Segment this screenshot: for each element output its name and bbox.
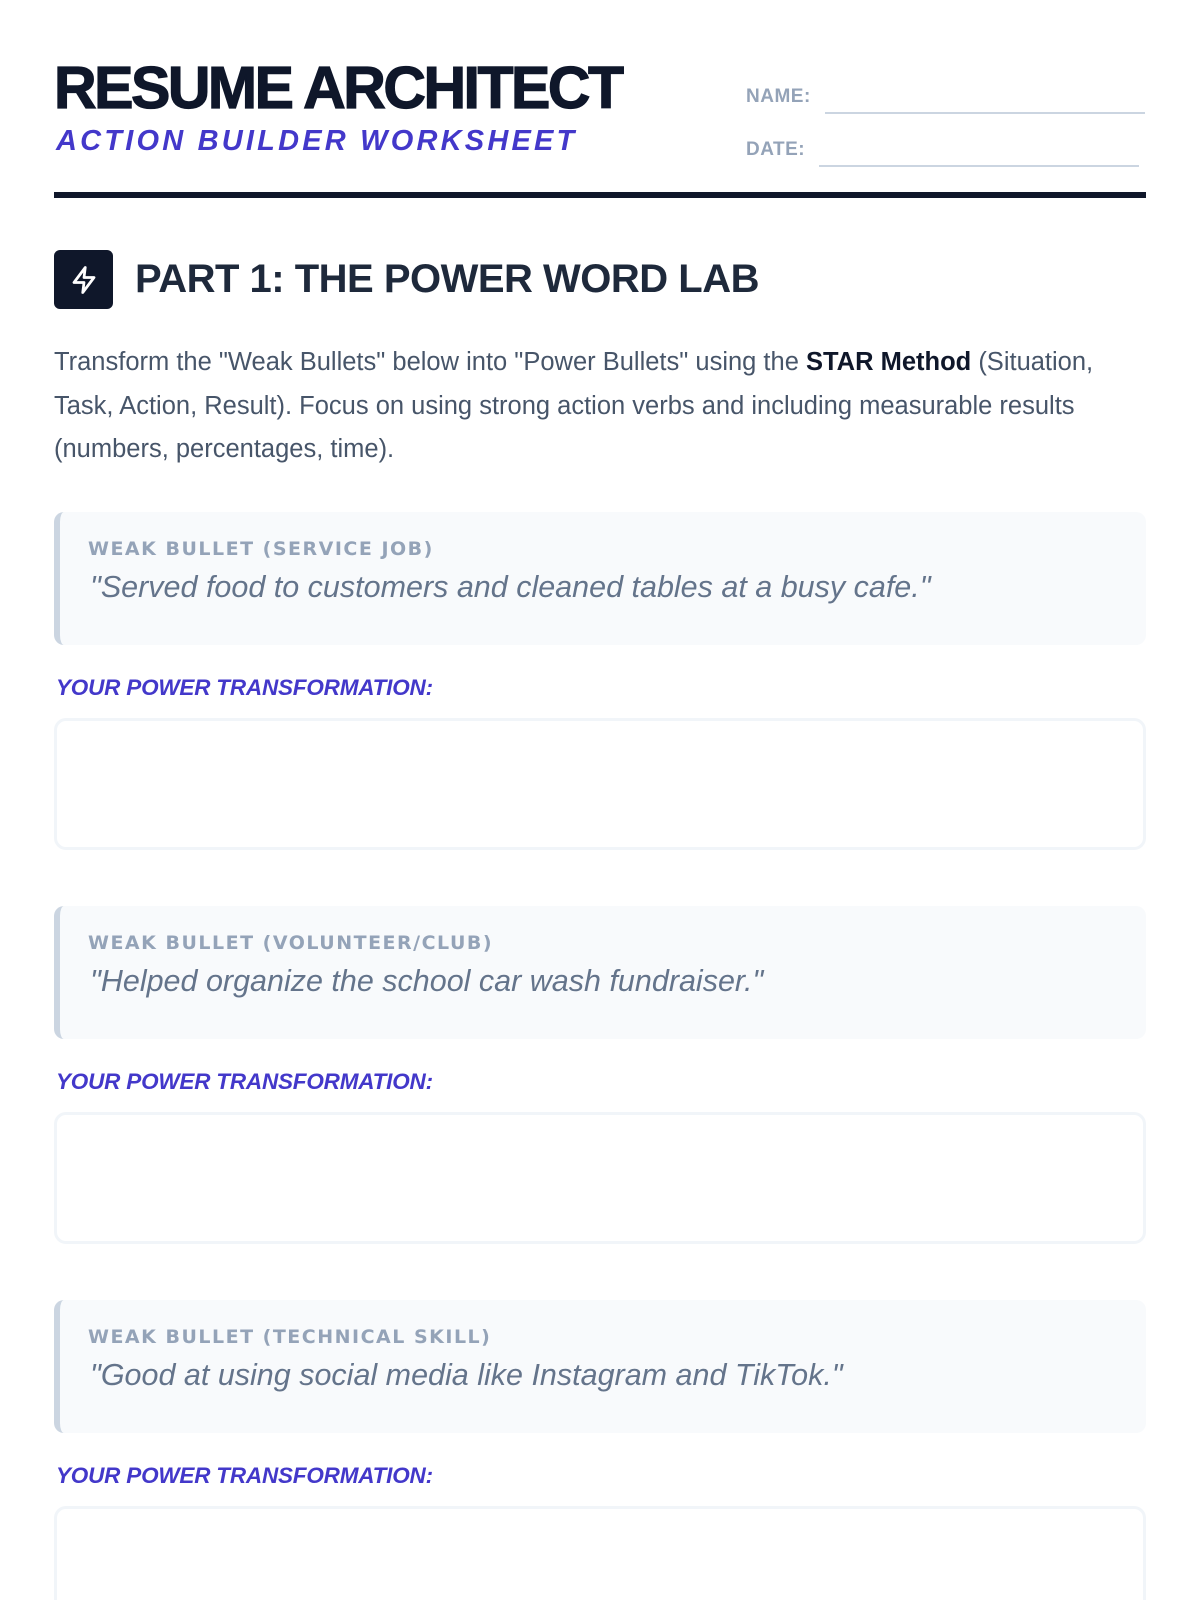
section-heading [54,250,1146,309]
weak-bullet-label: WEAK BULLET (TECHNICAL SKILL) [88,1325,492,1348]
section-instructions [54,341,1146,472]
power-transformation-answer-box[interactable] [54,1112,1146,1244]
weak-bullet-card [54,512,1146,645]
page-title: RESUME ARCHITECT [54,55,622,121]
weak-bullet-text: "Served food to customers and cleaned tables at a busy cafe." [90,569,931,604]
date-input-line[interactable] [819,135,1139,167]
name-field [746,82,1145,114]
date-label: DATE: [746,139,806,160]
power-transformation-label: YOUR POWER TRANSFORMATION: [56,1068,433,1094]
star-method-emphasis: STAR Method [805,348,972,376]
name-input-line[interactable] [825,82,1145,114]
power-transformation-label: YOUR POWER TRANSFORMATION: [56,1462,433,1488]
weak-bullet-label: WEAK BULLET (SERVICE JOB) [88,537,434,560]
weak-bullet-text: "Helped organize the school car wash fundraiser." [90,963,764,998]
name-label: NAME: [746,86,811,107]
instructions-text-start: Transform the "Weak Bullets" below into "Power Bullets" using the [54,348,806,376]
power-transformation-label: YOUR POWER TRANSFORMATION: [56,674,433,700]
instructions-text-end: (Situation, Task, Action, Result). Focus on using strong action verbs and including measurable results (numbers, percentages, time). [54,348,1094,463]
date-field [746,135,1139,167]
power-transformation-answer-box[interactable] [54,1506,1146,1600]
lightning-bolt-icon [54,250,113,309]
section-title: PART 1: THE POWER WORD LAB [135,257,760,301]
weak-bullet-card [54,906,1146,1039]
worksheet-header [54,56,1146,198]
weak-bullet-card [54,1300,1146,1433]
exercise-3 [54,1300,1146,1600]
weak-bullet-label: WEAK BULLET (VOLUNTEER/CLUB) [88,931,494,954]
exercise-1 [54,512,1146,850]
power-transformation-answer-box[interactable] [54,718,1146,850]
exercise-2 [54,906,1146,1244]
page-subtitle: ACTION BUILDER WORKSHEET [56,125,578,157]
weak-bullet-text: "Good at using social media like Instagram and TikTok." [90,1357,843,1392]
power-word-lab-section [54,250,1146,1600]
